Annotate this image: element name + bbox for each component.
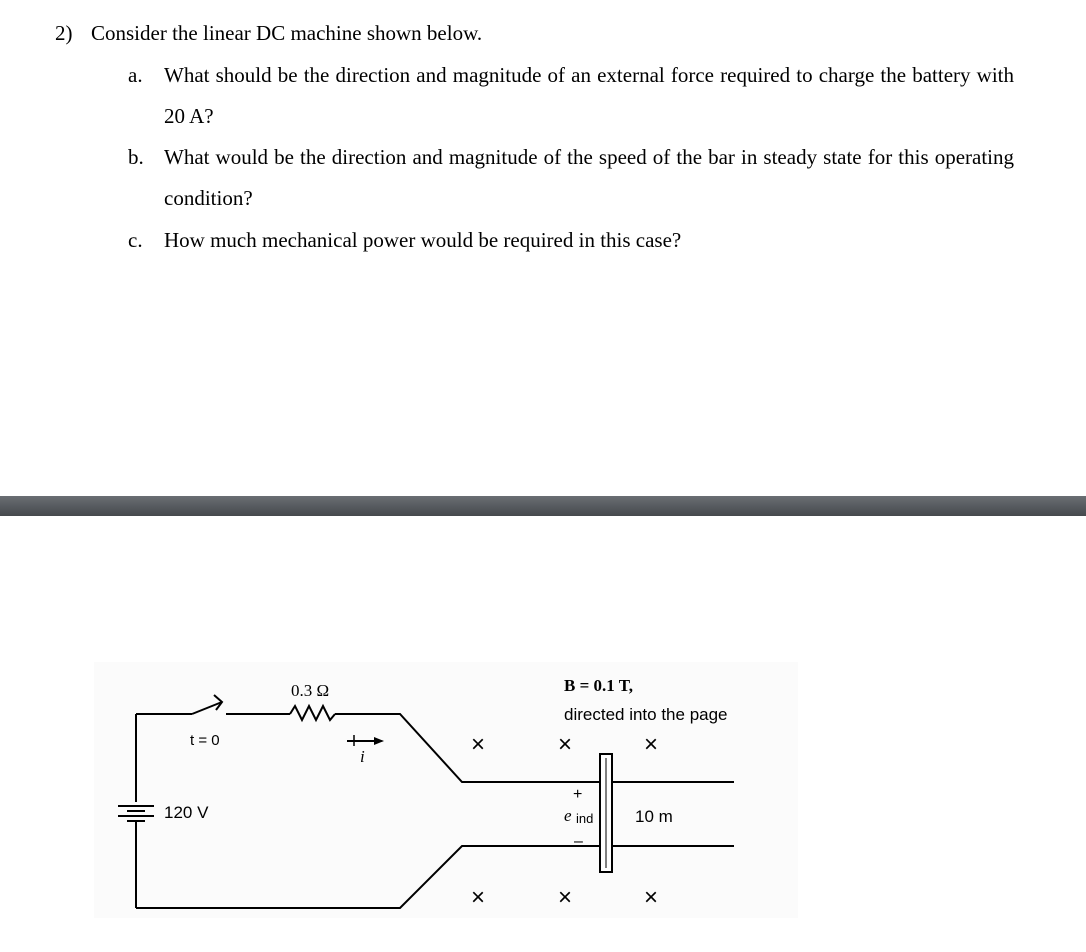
field-marker: × bbox=[471, 731, 486, 758]
part-a-letter: a. bbox=[128, 63, 143, 87]
wire-top-rail bbox=[335, 714, 734, 782]
circuit-figure bbox=[94, 662, 798, 918]
field-marker: × bbox=[644, 884, 659, 911]
field-label-line1: B = 0.1 T, bbox=[564, 676, 634, 695]
question-text: Consider the linear DC machine shown below. bbox=[91, 21, 483, 45]
switch-hinge bbox=[214, 695, 222, 710]
emf-plus-sign: + bbox=[573, 786, 583, 803]
emf-symbol: e bbox=[564, 806, 572, 825]
resistance-label: 0.3 Ω bbox=[291, 681, 330, 700]
emf-minus-sign: – bbox=[574, 833, 583, 850]
field-label-line2: directed into the page bbox=[564, 705, 728, 724]
length-label: 10 m bbox=[635, 807, 673, 826]
part-c bbox=[128, 220, 1028, 261]
part-a bbox=[128, 55, 1028, 137]
battery-label: 120 V bbox=[164, 803, 209, 822]
switch-label: t = 0 bbox=[190, 732, 220, 749]
question-header bbox=[55, 18, 482, 48]
part-c-letter: c. bbox=[128, 228, 143, 252]
field-marker: × bbox=[558, 884, 573, 911]
resistor-zigzag bbox=[290, 706, 335, 720]
circuit-diagram bbox=[94, 662, 798, 918]
toolbar-divider-bar bbox=[0, 496, 1086, 516]
question-number: 2) bbox=[55, 21, 73, 45]
part-c-text: How much mechanical power would be required in this case? bbox=[164, 228, 682, 252]
emf-subscript: ind bbox=[576, 811, 594, 826]
part-b-text: What would be the direction and magnitude of the speed of the bar in steady state for this operating condition? bbox=[164, 145, 1014, 210]
part-b-letter: b. bbox=[128, 145, 144, 169]
current-arrow-head bbox=[374, 737, 384, 745]
part-b bbox=[128, 137, 1028, 219]
field-marker: × bbox=[644, 731, 659, 758]
current-label: i bbox=[360, 747, 365, 766]
field-marker: × bbox=[558, 731, 573, 758]
part-a-text: What should be the direction and magnitude of an external force required to charge the battery with 20 A? bbox=[164, 63, 1014, 128]
field-marker: × bbox=[471, 884, 486, 911]
